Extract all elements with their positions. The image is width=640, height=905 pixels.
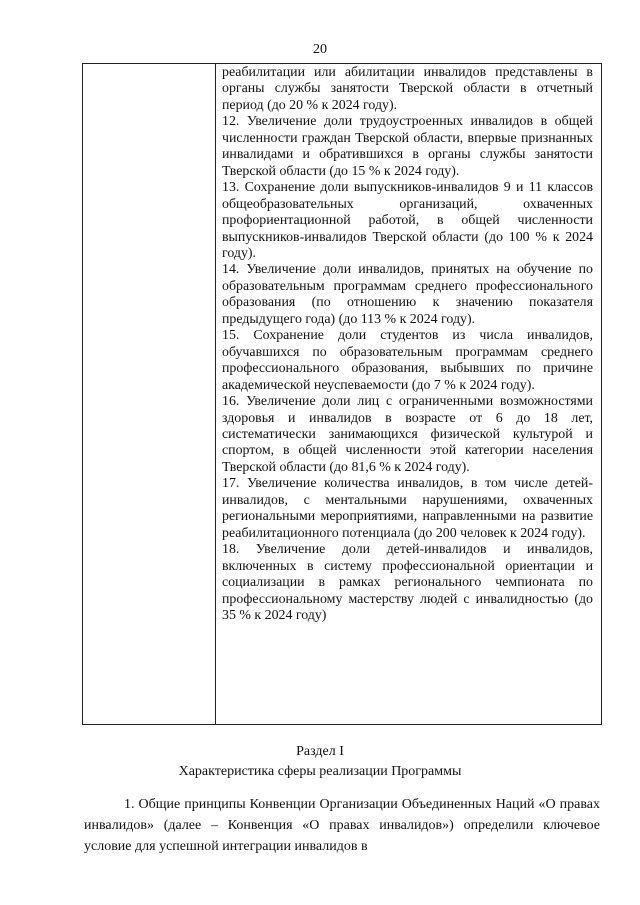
- body-paragraph: 1. Общие принципы Конвенции Организации Объединенных Наций «О правах инвалидов» (далее – Конвенция «О правах инвалидов») определили ключевое условие для успешной интеграции инвалидов в: [84, 797, 600, 854]
- indicator-item: 13. Сохранение доли выпускников-инвалидов 9 и 11 классов общеобразовательных организаций, охваченных профориентационной работой, в общей численности выпускников-инвалидов Тверской области (до 100 % к 2024 году).: [222, 180, 593, 261]
- page-number: 20: [313, 42, 327, 57]
- section-heading: [0, 742, 640, 782]
- indicator-item: 18. Увеличение доли детей-инвалидов и инвалидов, включенных в систему профессиональной ориентации и социализации в рамках регионального чемпионата по профессиональному мастерству людей с инвалидностью (до 35 % к 2024 году): [222, 542, 593, 623]
- indicator-item: 14. Увеличение доли инвалидов, принятых на обучение по образовательным программам среднего профессионального образования (по отношению к значению показателя предыдущего года) (до 113 % к 2024 году).: [222, 262, 593, 327]
- indicators-table: [82, 63, 602, 725]
- indicator-item: 16. Увеличение доли лиц с ограниченными возможностями здоровья и инвалидов в возрасте от 6 до 18 лет, систематически занимающихся физической культурой и спортом, в общей численности этой категории населения Тверской области (до 81,6 % к 2024 году).: [222, 394, 593, 475]
- continuation-text: реабилитации или абилитации инвалидов представлены в органы службы занятости Тверской области в отчетный период (до 20 % к 2024 году).: [222, 65, 593, 113]
- section-label: Раздел I: [296, 744, 344, 759]
- indicator-item: 15. Сохранение доли студентов из числа инвалидов, обучавшихся по образовательным программам среднего профессионального образования, выбывших по причине академической неуспеваемости (до 7 % к 2024 году).: [222, 328, 593, 393]
- table-right-cell: [222, 65, 593, 624]
- table-left-cell: [83, 64, 216, 724]
- section-title: Характеристика сферы реализации Программы: [178, 764, 462, 779]
- indicator-item: 17. Увеличение количества инвалидов, в том числе детей-инвалидов, с ментальными нарушениями, охваченных региональными мероприятиями, направленными на развитие реабилитационного потенциала (до 200 человек к 2024 году).: [222, 476, 593, 541]
- body-text: [84, 794, 600, 857]
- indicator-item: 12. Увеличение доли трудоустроенных инвалидов в общей численности граждан Тверской области, впервые признанных инвалидами и обратившихся в органы службы занятости Тверской области (до 15 % к 2024 году).: [222, 114, 593, 179]
